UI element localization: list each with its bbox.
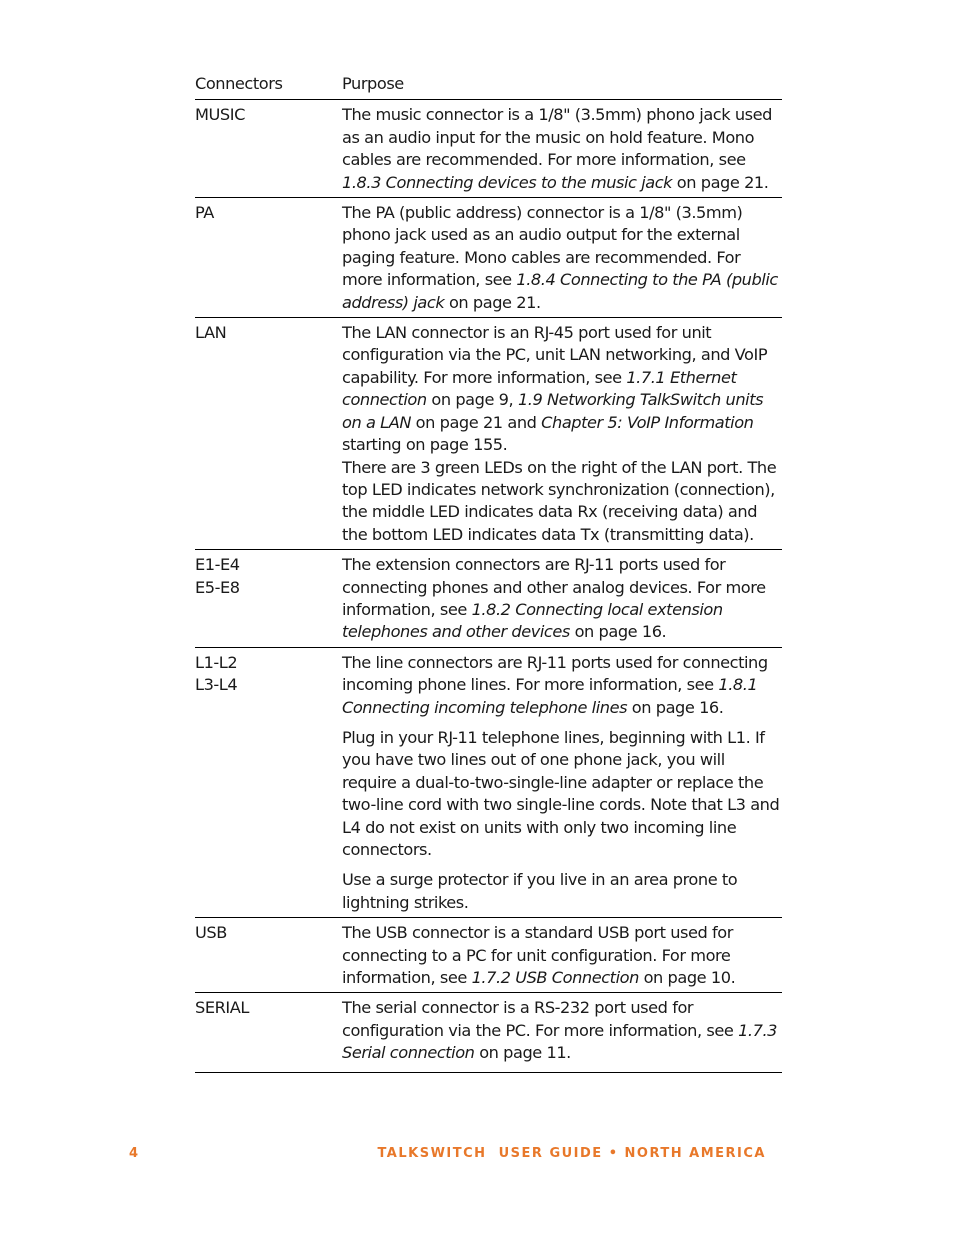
purpose-paragraph [342, 554, 782, 644]
connector-name: MUSIC [195, 105, 245, 125]
purpose-text: on page 21. [444, 292, 541, 312]
cross-reference: 1.9 Networking TalkSwitch units on a LAN [342, 390, 764, 432]
cross-reference: 1.8.3 Connecting devices to the music jack [342, 172, 673, 192]
purpose-paragraph [342, 922, 782, 989]
table-row [195, 318, 782, 550]
header-purpose: Purpose [342, 72, 782, 100]
cross-reference: 1.7.2 USB Connection [471, 968, 639, 988]
purpose-paragraph [342, 322, 782, 456]
purpose-text: on page 16. [569, 622, 667, 642]
purpose-text: on page 9, [426, 390, 518, 410]
purpose-text: on page 11. [474, 1043, 571, 1063]
table-row [195, 550, 782, 648]
purpose-text: on page 10. [638, 968, 736, 988]
connectors-table [195, 72, 782, 1073]
purpose-text: starting on page 155. [342, 435, 508, 455]
header-connectors: Connectors [195, 72, 342, 100]
purpose-text: The music connector is a 1/8" (3.5mm) phono jack used as an audio input for the music on hold feature. Mono cables are recommended. For more information, see [342, 105, 772, 170]
table-row [195, 100, 782, 198]
purpose-text: The serial connector is a RS-232 port used for configuration via the PC. For more information, see [342, 998, 739, 1040]
connector-name: USB [195, 923, 227, 943]
connector-cell [195, 918, 342, 993]
connector-cell [195, 318, 342, 550]
purpose-paragraph [342, 997, 782, 1064]
purpose-cell [342, 918, 782, 993]
purpose-cell [342, 993, 782, 1072]
table-body [195, 100, 782, 1072]
cross-reference: 1.7.3 Serial connection [342, 1020, 778, 1063]
purpose-paragraph [342, 869, 782, 914]
connector-cell [195, 647, 342, 917]
purpose-text: The USB connector is a standard USB port used for connecting to a PC for unit configuration. For more information, see [342, 923, 733, 988]
purpose-text: There are 3 green LEDs on the right of the LAN port. The top LED indicates network synchronization (connection), the middle LED indicates data Rx (receiving data) and the bottom LED indicates data Tx (transmitting data). [342, 457, 777, 544]
purpose-text: The extension connectors are RJ-11 ports used for connecting phones and other analog devices. For more information, see [342, 555, 766, 619]
table-row [195, 198, 782, 318]
purpose-cell [342, 198, 782, 318]
purpose-paragraph [342, 652, 782, 719]
purpose-text: on page 21. [672, 172, 769, 192]
connector-cell [195, 198, 342, 318]
connector-cell [195, 100, 342, 198]
purpose-text: The LAN connector is an RJ-45 port used for unit configuration via the PC, unit LAN networking, and VoIP capability. For more information, see [342, 323, 768, 387]
guide-title: TALKSWITCH USER GUIDE • NORTH AMERICA [377, 1146, 766, 1161]
purpose-paragraph [342, 727, 782, 861]
purpose-text: on page 21 and [410, 412, 542, 432]
page-footer [129, 1146, 766, 1164]
cross-reference: 1.8.1 Connecting incoming telephone lines [342, 675, 758, 717]
connector-name: PA [195, 203, 214, 223]
table-row [195, 918, 782, 993]
connector-name: LAN [195, 323, 227, 343]
cross-reference: 1.8.4 Connecting to the PA (public address) jack [342, 270, 778, 312]
purpose-paragraph [342, 202, 782, 314]
purpose-paragraph [342, 104, 782, 194]
table-row [195, 647, 782, 917]
connector-name: L1-L2 [195, 652, 238, 672]
purpose-cell [342, 318, 782, 550]
table-row [195, 993, 782, 1072]
cross-reference: 1.8.2 Connecting local extension telephones and other devices [342, 599, 723, 642]
purpose-text: on page 16. [627, 697, 724, 717]
connector-name: E1-E4 [195, 555, 240, 575]
connector-cell [195, 550, 342, 648]
connector-name: E5-E8 [195, 577, 240, 597]
connector-cell [195, 993, 342, 1072]
cross-reference: Chapter 5: VoIP Information [541, 412, 754, 432]
purpose-text: Use a surge protector if you live in an area prone to lightning strikes. [342, 870, 738, 912]
purpose-cell [342, 647, 782, 917]
cross-reference: 1.7.1 Ethernet connection [342, 367, 737, 410]
connector-name: SERIAL [195, 998, 249, 1018]
purpose-cell [342, 550, 782, 648]
purpose-cell [342, 100, 782, 198]
connector-name: L3-L4 [195, 675, 238, 695]
purpose-text: The line connectors are RJ-11 ports used for connecting incoming phone lines. For more information, see [342, 652, 768, 695]
page-number: 4 [129, 1146, 140, 1161]
purpose-text: The PA (public address) connector is a 1/8" (3.5mm) phono jack used as an audio output for the external paging feature. Mono cables are recommended. For more information, see [342, 203, 743, 290]
purpose-paragraph [342, 457, 782, 547]
table-header-row [195, 72, 782, 100]
purpose-text: Plug in your RJ-11 telephone lines, beginning with L1. If you have two lines out of one phone jack, you will require a dual-to-two-single-line adapter or replace the two-line cord with two single-line cords. Note that L3 and L4 do not exist on units with only two incoming line connectors. [342, 727, 780, 859]
